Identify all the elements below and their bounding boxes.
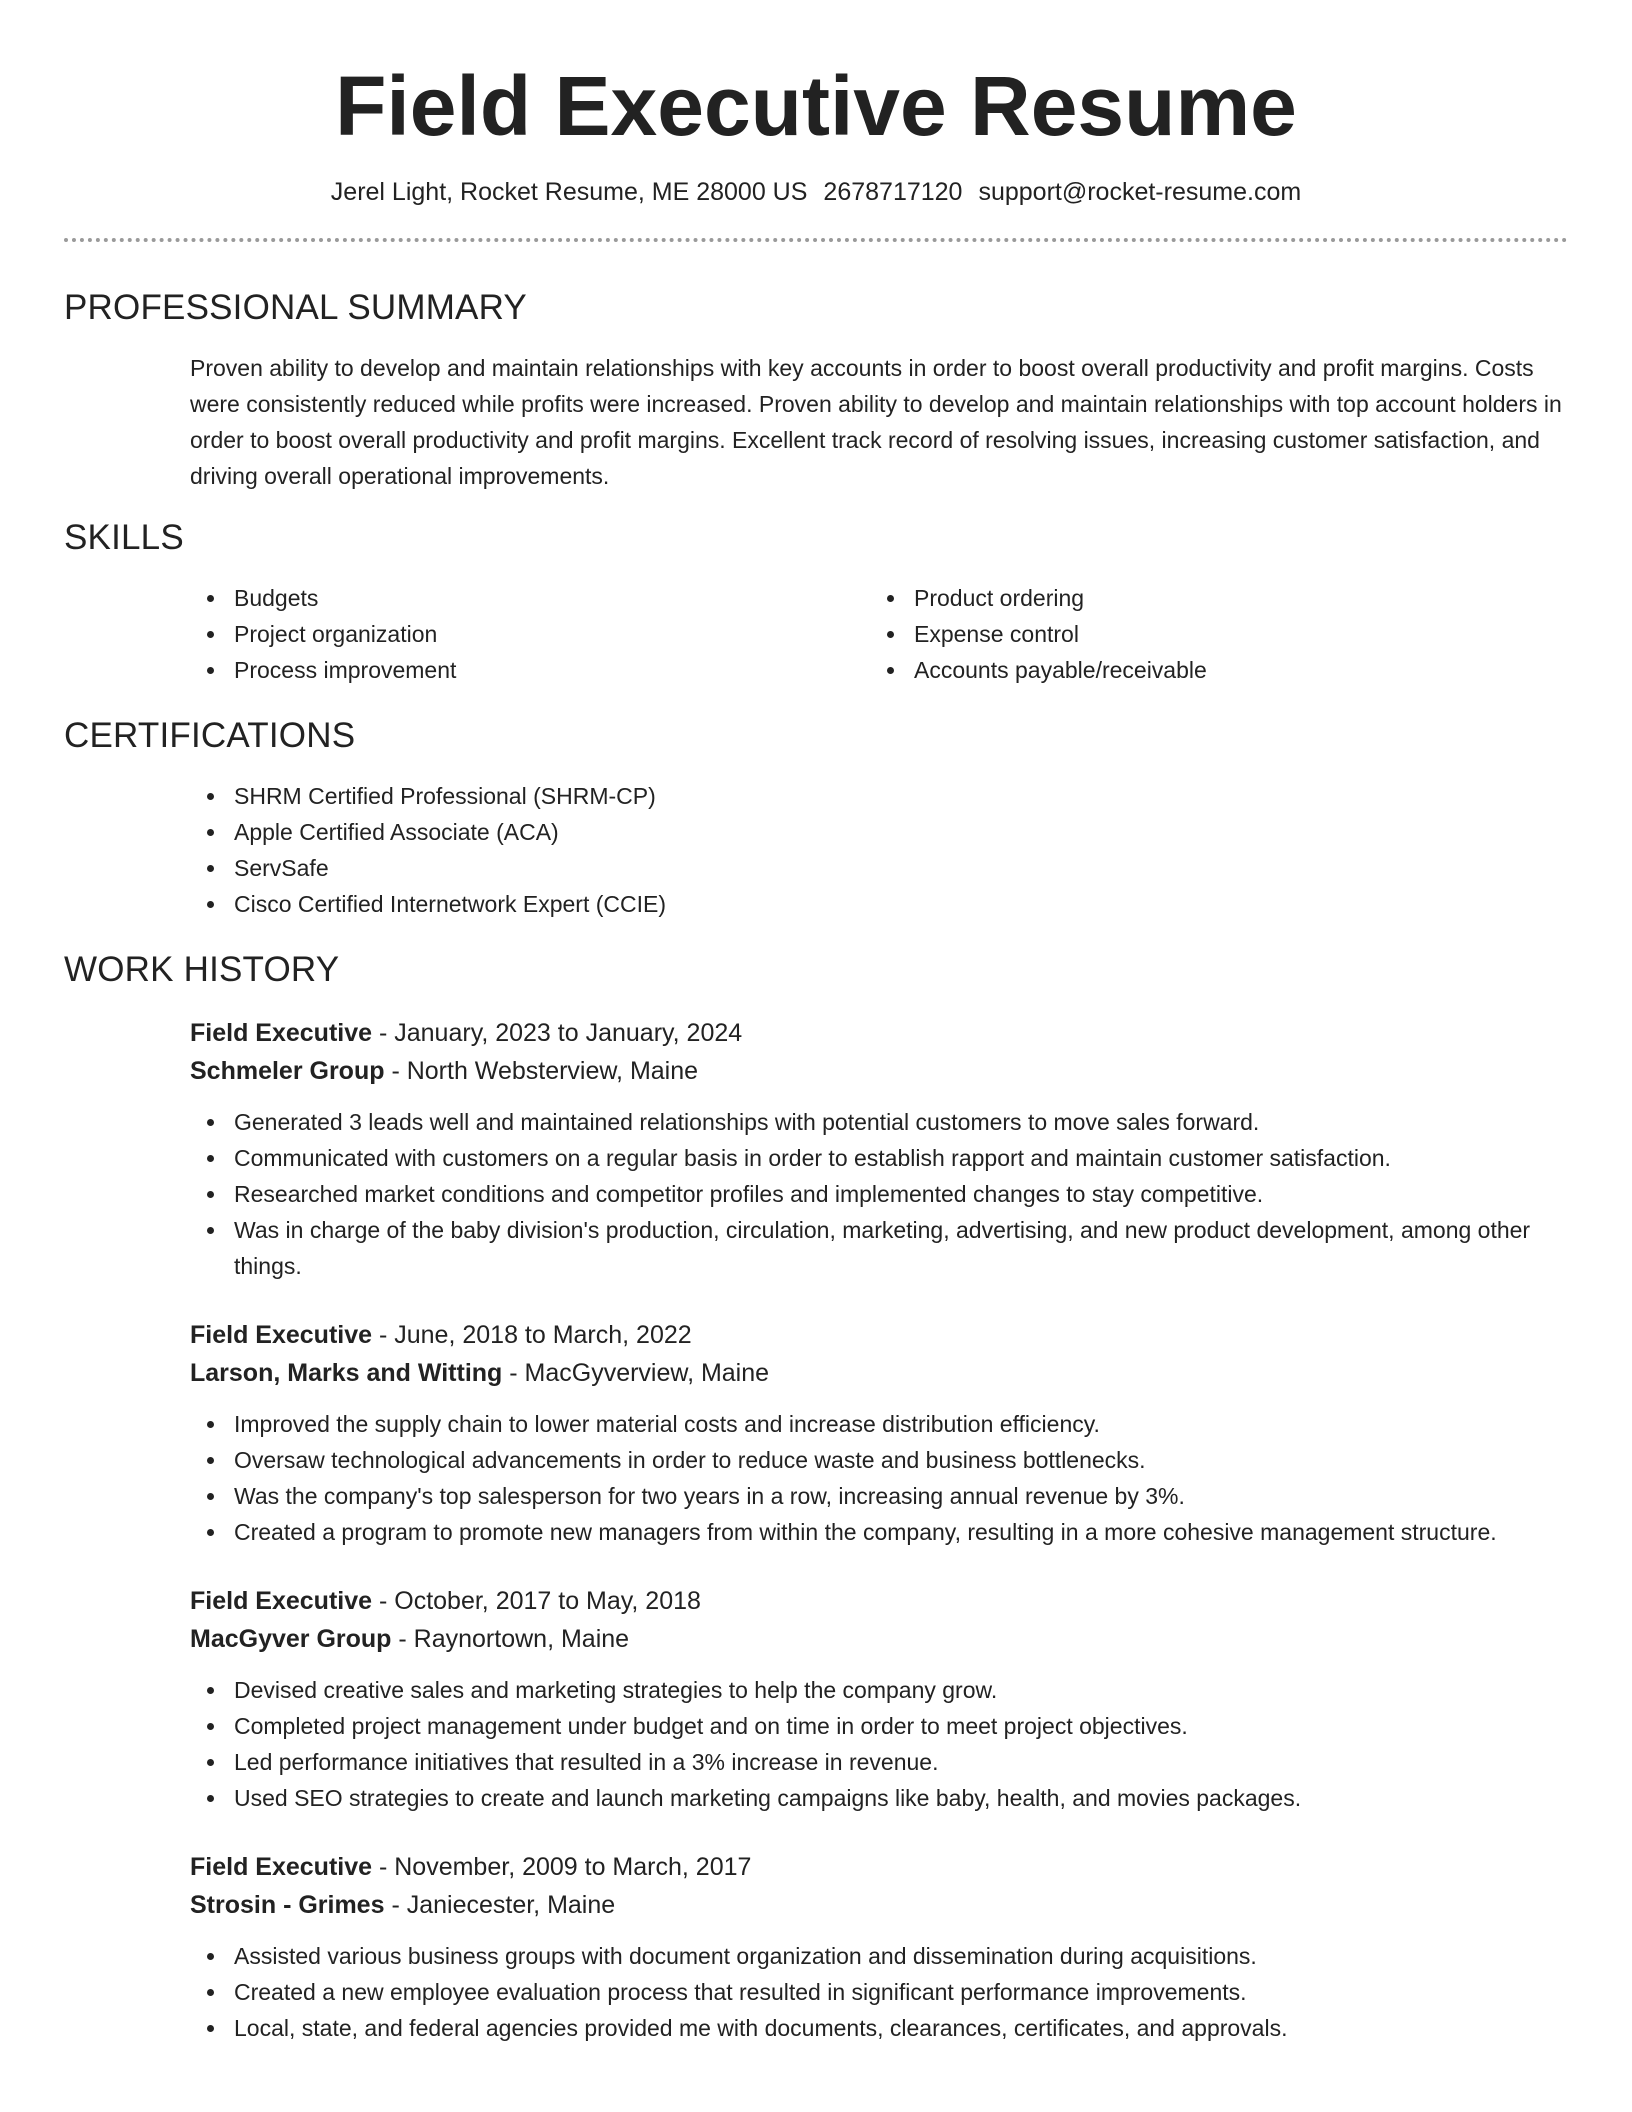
job-company-line [190, 1052, 1568, 1090]
job-title-line [190, 1848, 1568, 1886]
job-bullet: Improved the supply chain to lower material costs and increase distribution efficiency. [190, 1406, 1568, 1442]
certification-item: Apple Certified Associate (ACA) [190, 814, 1568, 850]
job-location: - MacGyverview, Maine [502, 1359, 770, 1387]
job-bullet: Researched market conditions and competitor profiles and implemented changes to stay competitive. [190, 1176, 1568, 1212]
certifications-list [190, 778, 1568, 922]
job-bullet: Generated 3 leads well and maintained relationships with potential customers to move sales forward. [190, 1104, 1568, 1140]
certifications-heading: CERTIFICATIONS [64, 716, 356, 755]
job-location: - North Websterview, Maine [384, 1057, 699, 1085]
job-bullet: Was the company's top salesperson for two years in a row, increasing annual revenue by 3%. [190, 1478, 1568, 1514]
work-history-section [64, 948, 1568, 2046]
contact-line [64, 176, 1568, 208]
job-title: Field Executive [190, 1019, 373, 1047]
job-company-line [190, 1620, 1568, 1658]
skill-item: Project organization [190, 616, 870, 652]
resume-title: Field Executive Resume [335, 59, 1297, 153]
job-dates: - November, 2009 to March, 2017 [372, 1853, 752, 1881]
header-divider [64, 238, 1568, 242]
job-bullet: Led performance initiatives that resulted in a 3% increase in revenue. [190, 1744, 1568, 1780]
job-entry [190, 1316, 1568, 1550]
job-entry [190, 1848, 1568, 2046]
job-entry [190, 1014, 1568, 1284]
skills-left-list [190, 580, 870, 688]
job-bullets [190, 1938, 1568, 2046]
job-title-line [190, 1014, 1568, 1052]
job-company-line [190, 1354, 1568, 1392]
job-entry [190, 1582, 1568, 1816]
certification-item: Cisco Certified Internetwork Expert (CCIE) [190, 886, 1568, 922]
job-location: - Janiecester, Maine [384, 1891, 616, 1919]
certification-item: SHRM Certified Professional (SHRM-CP) [190, 778, 1568, 814]
job-bullet: Created a program to promote new managers from within the company, resulting in a more cohesive management structure. [190, 1514, 1568, 1550]
job-title: Field Executive [190, 1853, 373, 1881]
skill-item: Accounts payable/receivable [870, 652, 1550, 688]
job-title: Field Executive [190, 1587, 373, 1615]
skills-grid [190, 580, 1568, 688]
job-bullet: Communicated with customers on a regular basis in order to establish rapport and maintain customer satisfaction. [190, 1140, 1568, 1176]
job-company: MacGyver Group [190, 1625, 392, 1653]
job-company: Strosin - Grimes [190, 1891, 385, 1919]
skill-item: Budgets [190, 580, 870, 616]
summary-section [64, 286, 1568, 494]
work-history-heading: WORK HISTORY [64, 950, 340, 989]
job-bullet: Oversaw technological advancements in order to reduce waste and business bottlenecks. [190, 1442, 1568, 1478]
certification-item: ServSafe [190, 850, 1568, 886]
certifications-section [64, 714, 1568, 922]
job-bullet: Devised creative sales and marketing strategies to help the company grow. [190, 1672, 1568, 1708]
contact-email[interactable]: support@rocket-resume.com [978, 178, 1302, 206]
job-location: - Raynortown, Maine [391, 1625, 630, 1653]
skill-item: Product ordering [870, 580, 1550, 616]
contact-address: Jerel Light, Rocket Resume, ME 28000 US [330, 178, 808, 206]
job-bullets [190, 1672, 1568, 1816]
skill-item: Process improvement [190, 652, 870, 688]
job-title-line [190, 1582, 1568, 1620]
skills-section [64, 516, 1568, 688]
job-company: Schmeler Group [190, 1057, 385, 1085]
skill-item: Expense control [870, 616, 1550, 652]
job-dates: - January, 2023 to January, 2024 [372, 1019, 743, 1047]
job-bullet: Used SEO strategies to create and launch marketing campaigns like baby, health, and movies packages. [190, 1780, 1568, 1816]
resume-page [64, 0, 1568, 2046]
skills-right-list [870, 580, 1550, 688]
summary-heading: PROFESSIONAL SUMMARY [64, 288, 527, 327]
job-company: Larson, Marks and Witting [190, 1359, 503, 1387]
summary-text: Proven ability to develop and maintain relationships with key accounts in order to boost overall productivity and profit margins. Costs were consistently reduced while profits were increased. Proven ability to develop and maintain relationships with top account holders in order to boost overall productivity and profit margins. Excellent track record of resolving issues, increasing customer satisfaction, and driving overall operational improvements. [190, 355, 1562, 489]
job-dates: - June, 2018 to March, 2022 [372, 1321, 692, 1349]
contact-phone: 2678717120 [823, 178, 963, 206]
job-bullet: Assisted various business groups with document organization and dissemination during acquisitions. [190, 1938, 1568, 1974]
job-bullet: Local, state, and federal agencies provided me with documents, clearances, certificates, and approvals. [190, 2010, 1568, 2046]
job-company-line [190, 1886, 1568, 1924]
job-bullets [190, 1406, 1568, 1550]
job-bullet: Was in charge of the baby division's production, circulation, marketing, advertising, and new product development, among other things. [190, 1212, 1568, 1284]
job-title-line [190, 1316, 1568, 1354]
job-bullets [190, 1104, 1568, 1284]
job-bullet: Created a new employee evaluation process that resulted in significant performance improvements. [190, 1974, 1568, 2010]
job-title: Field Executive [190, 1321, 373, 1349]
job-dates: - October, 2017 to May, 2018 [372, 1587, 701, 1615]
skills-heading: SKILLS [64, 518, 184, 557]
job-bullet: Completed project management under budget and on time in order to meet project objectives. [190, 1708, 1568, 1744]
